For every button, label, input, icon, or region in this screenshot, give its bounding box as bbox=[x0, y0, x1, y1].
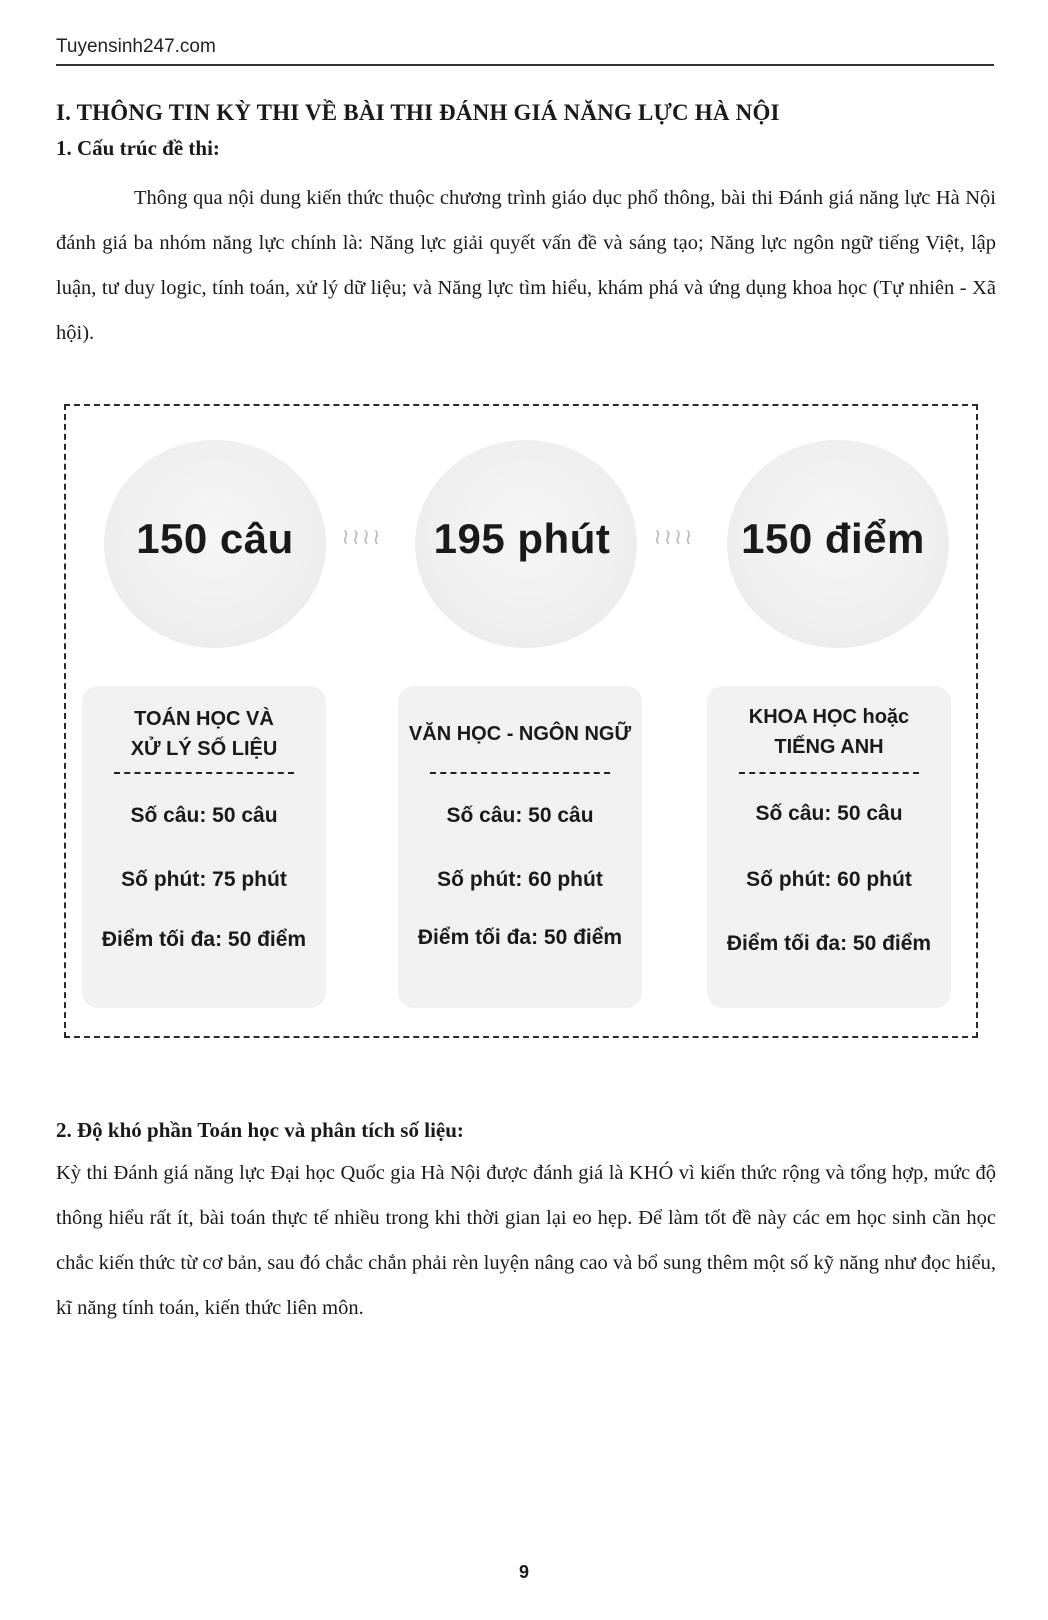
card-divider bbox=[430, 772, 610, 774]
card-minutes: Số phút: 60 phút bbox=[746, 868, 912, 891]
section-card-literature bbox=[398, 686, 642, 1008]
card-max-score: Điểm tối đa: 50 điểm bbox=[417, 926, 623, 949]
section-heading: I. THÔNG TIN KỲ THI VỀ BÀI THI ĐÁNH GIÁ NĂNG LỰC HÀ NỘI bbox=[56, 100, 780, 125]
card-minutes: Số phút: 60 phút bbox=[437, 868, 603, 891]
section-card-math bbox=[82, 686, 326, 1008]
wave-connector-icon: ≀≀≀≀ bbox=[341, 525, 383, 550]
subheading-difficulty: 2. Độ khó phần Toán học và phân tích số liệu: bbox=[56, 1118, 464, 1142]
card-title-line2: XỬ LÝ SỐ LIỆU bbox=[130, 738, 278, 760]
subheading-structure: 1. Cấu trúc đề thi: bbox=[56, 136, 220, 160]
difficulty-paragraph: Kỳ thi Đánh giá năng lực Đại học Quốc gia Hà Nội được đánh giá là KHÓ vì kiến thức rộng và tổng hợp, mức độ thông hiểu rất ít, bài toán thực tế nhiều trong khi thời gian lại eo hẹp. Để làm tốt đề này các em học sinh cần học chắc kiến thức từ cơ bản, sau đó chắc chắn phải rèn luyện nâng cao và bổ sung thêm một số kỹ năng như đọc hiểu, kĩ năng tính toán, kiến thức liên môn. bbox=[56, 1162, 996, 1319]
stat-total-points: 150 điểm bbox=[741, 515, 925, 562]
card-questions: Số câu: 50 câu bbox=[446, 804, 594, 827]
card-questions: Số câu: 50 câu bbox=[755, 802, 903, 825]
card-max-score: Điểm tối đa: 50 điểm bbox=[101, 928, 307, 951]
site-name: Tuyensinh247.com bbox=[56, 36, 216, 57]
card-title-line1: TOÁN HỌC VÀ bbox=[134, 708, 274, 730]
section-card-science-english bbox=[707, 686, 951, 1008]
card-max-score: Điểm tối đa: 50 điểm bbox=[726, 932, 932, 955]
intro-paragraph: Thông qua nội dung kiến thức thuộc chương trình giáo dục phổ thông, bài thi Đánh giá năng lực Hà Nội đánh giá ba nhóm năng lực chính là: Năng lực giải quyết vấn đề và sáng tạo; Năng lực ngôn ngữ tiếng Việt, lập luận, tư duy logic, tính toán, xử lý dữ liệu; và Năng lực tìm hiểu, khám phá và ứng dụng khoa học (Tự nhiên - Xã hội). bbox=[56, 187, 996, 344]
stat-total-minutes: 195 phút bbox=[433, 515, 611, 562]
card-divider bbox=[114, 772, 294, 774]
page-number: 9 bbox=[518, 1562, 529, 1582]
card-title-line1: KHOA HỌC hoặc bbox=[748, 706, 910, 728]
card-title-line1: VĂN HỌC - NGÔN NGỮ bbox=[408, 723, 632, 745]
card-questions: Số câu: 50 câu bbox=[130, 804, 278, 827]
header-rule bbox=[56, 64, 994, 66]
card-minutes: Số phút: 75 phút bbox=[121, 868, 287, 891]
wave-connector-icon: ≀≀≀≀ bbox=[653, 525, 695, 550]
card-title-line2: TIẾNG ANH bbox=[774, 736, 884, 758]
stat-total-questions: 150 câu bbox=[136, 515, 294, 562]
card-divider bbox=[739, 772, 919, 774]
